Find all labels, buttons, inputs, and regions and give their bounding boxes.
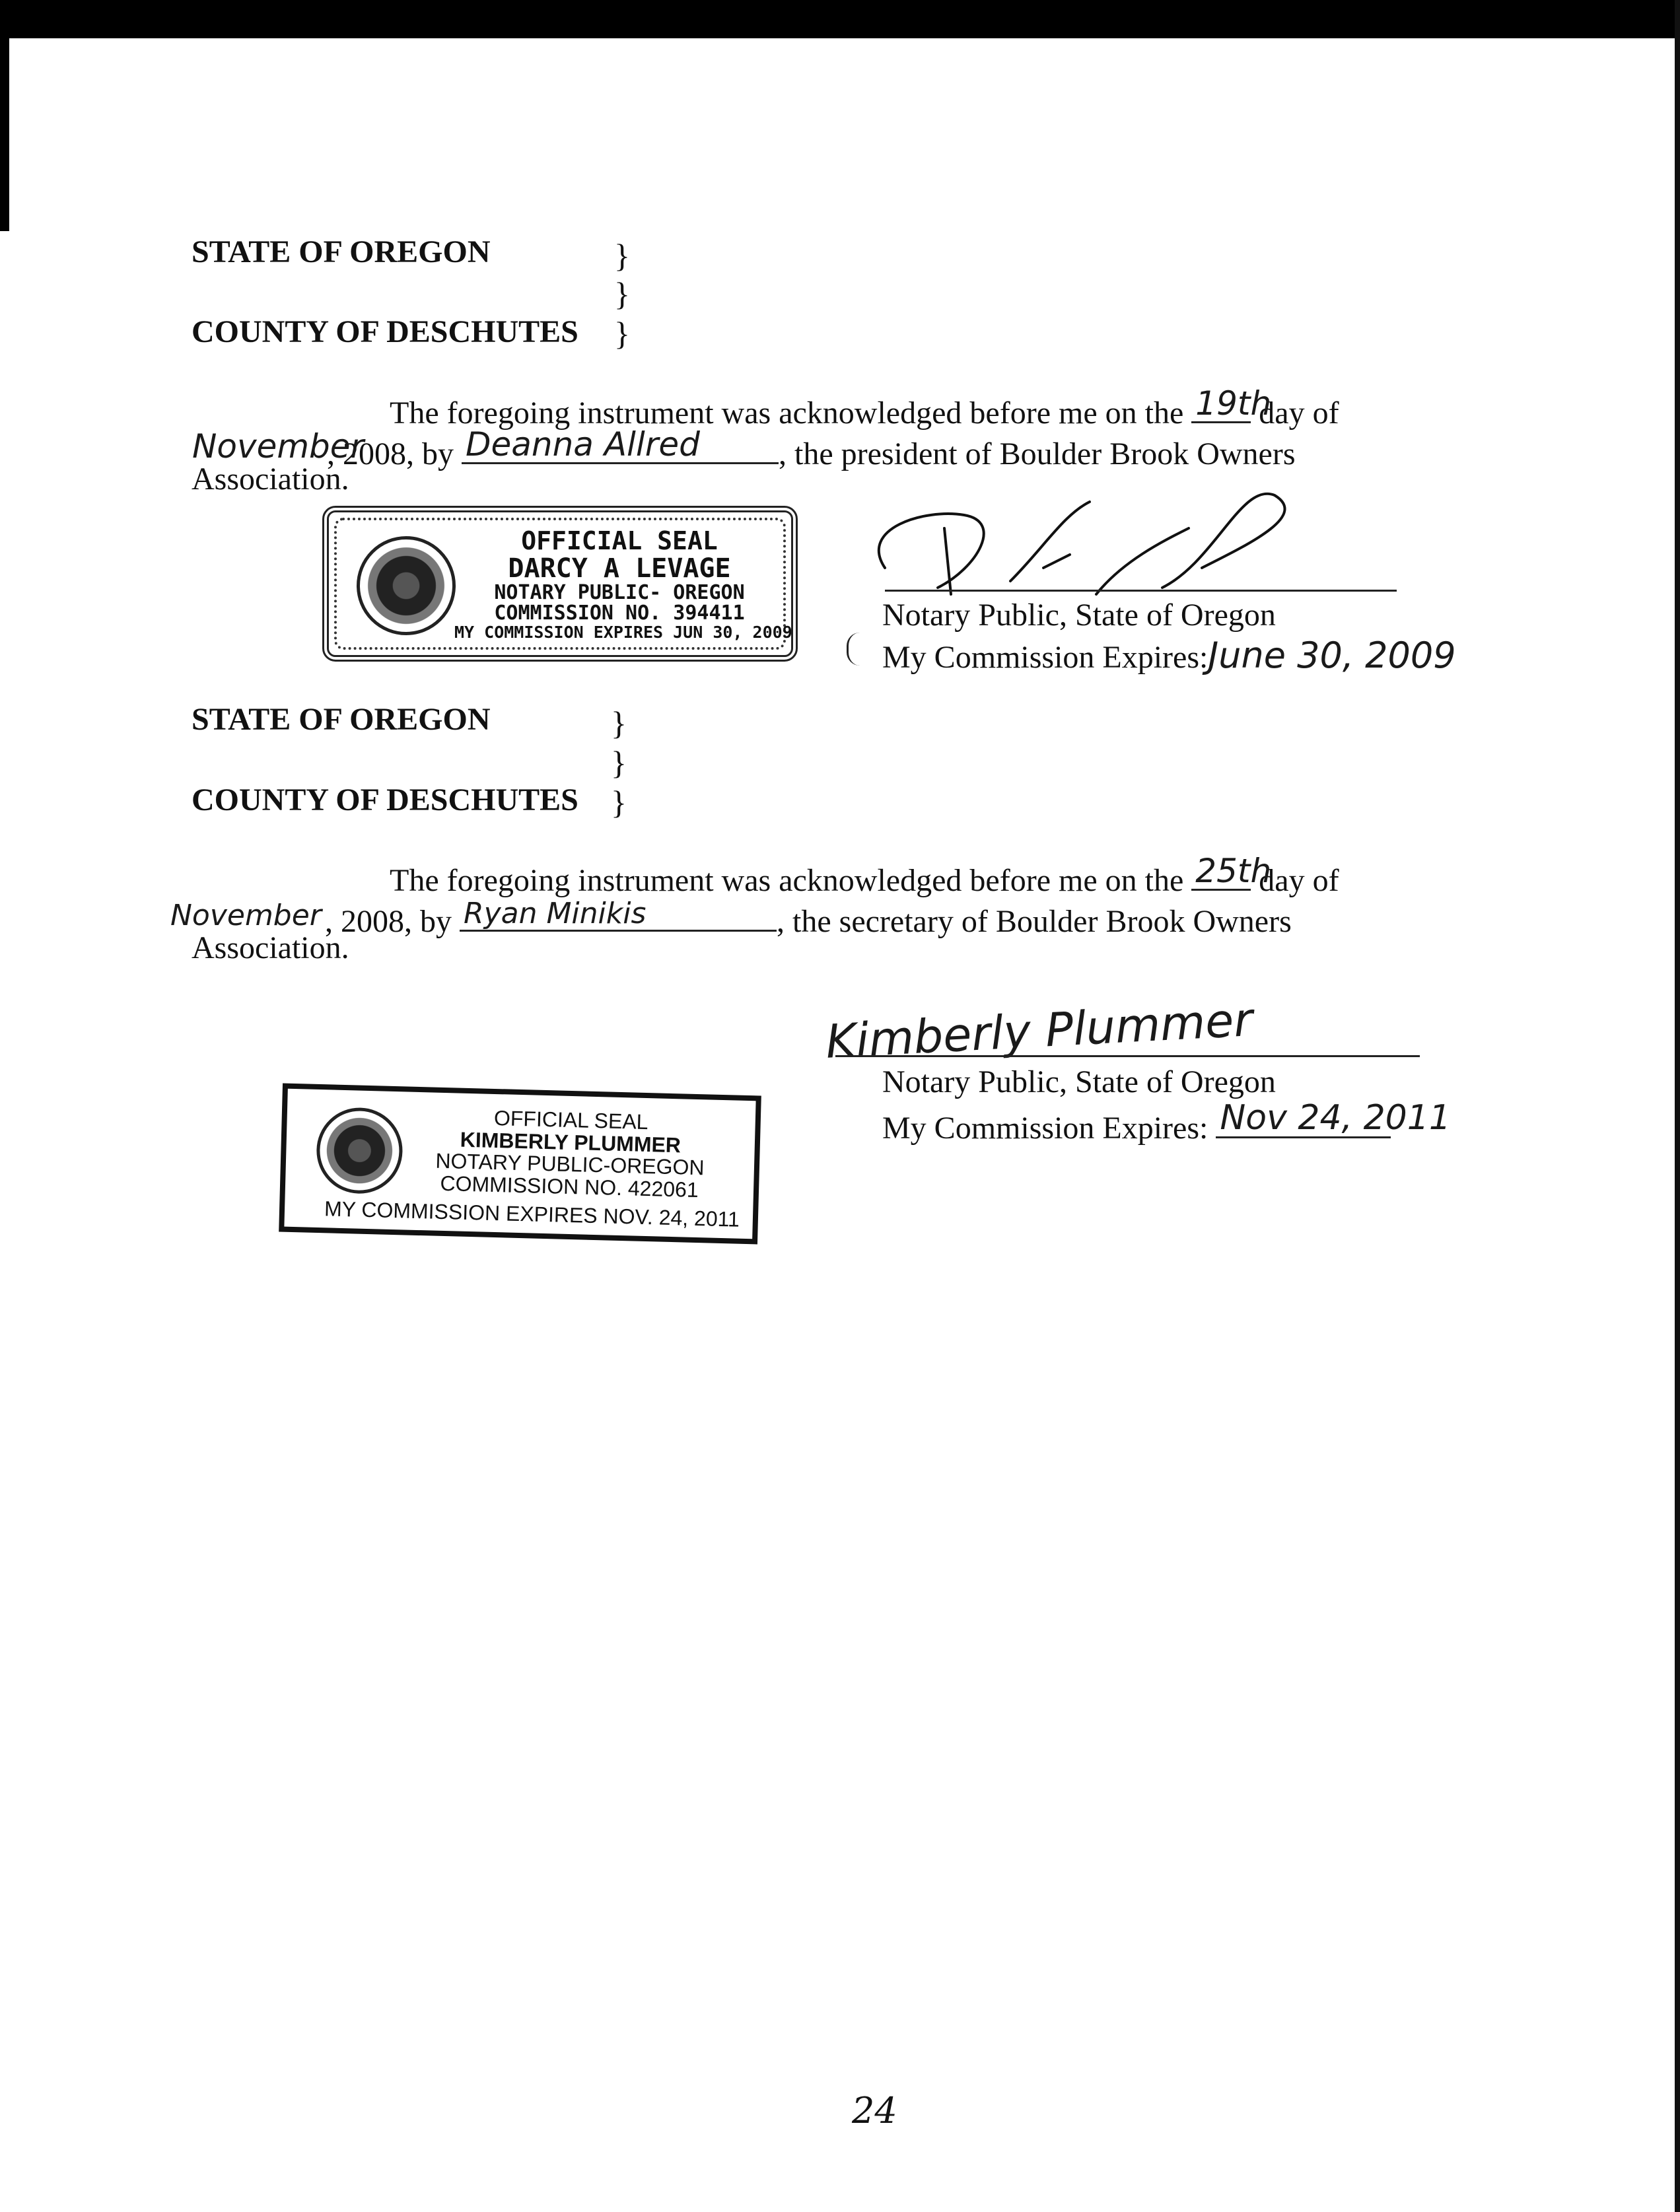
month-blank-1 bbox=[188, 427, 365, 466]
seal1-line1: OFFICIAL SEAL bbox=[521, 526, 718, 555]
acknowledgment-line-2 bbox=[188, 425, 1296, 471]
acknowledgment-line-3 bbox=[390, 852, 1339, 898]
seal-text-block-1 bbox=[454, 526, 792, 642]
year-by-text-2: , 2008, by bbox=[325, 904, 452, 939]
venue-brace-1b: } bbox=[614, 275, 630, 312]
signature-line-1 bbox=[885, 590, 1397, 592]
year-by-text-1: , 2008, by bbox=[327, 436, 454, 471]
page-number: 24 bbox=[852, 2090, 897, 2131]
commission-expires-2 bbox=[882, 1098, 1451, 1146]
notary-seal-plummer bbox=[279, 1084, 761, 1245]
oregon-state-seal-icon bbox=[357, 536, 456, 635]
role-text-1: , the president of Boulder Brook Owners bbox=[779, 436, 1296, 471]
day-of-text-1: day of bbox=[1259, 396, 1339, 431]
name-blank-2 bbox=[460, 898, 777, 932]
expires-blank-2 bbox=[1216, 1098, 1451, 1138]
seal2-line5: MY COMMISSION EXPIRES NOV. 24, 2011 bbox=[324, 1196, 740, 1231]
seal2-line4: COMMISSION NO. 422061 bbox=[440, 1171, 699, 1202]
name-blank-1 bbox=[462, 425, 779, 464]
day-handwritten-2: 25th bbox=[1195, 852, 1272, 890]
acknowledgment-line-1 bbox=[390, 384, 1339, 431]
expires-label-1: My Commission Expires: bbox=[882, 640, 1208, 675]
venue-brace-1c: } bbox=[614, 315, 630, 352]
name-handwritten-2: Ryan Minikis bbox=[464, 897, 647, 930]
seal1-line4: COMMISSION NO. 394411 bbox=[494, 602, 745, 625]
scan-left-border bbox=[0, 0, 9, 231]
signature-line-2 bbox=[835, 1055, 1420, 1057]
month-handwritten-2: November bbox=[170, 899, 322, 932]
name-handwritten-1: Deanna Allred bbox=[466, 425, 700, 464]
venue-county-2: COUNTY OF DESCHUTES bbox=[192, 782, 578, 817]
venue-brace-2c: } bbox=[611, 784, 627, 821]
venue-brace-2b: } bbox=[611, 744, 627, 781]
association-text-2: Association. bbox=[192, 930, 349, 965]
day-blank-2 bbox=[1191, 852, 1272, 891]
month-blank-2 bbox=[166, 900, 325, 932]
role-text-2: , the secretary of Boulder Brook Owners bbox=[777, 904, 1292, 939]
venue-state-1: STATE OF OREGON bbox=[192, 234, 491, 269]
oregon-state-seal-icon bbox=[316, 1107, 403, 1194]
venue-brace-2a: } bbox=[611, 705, 627, 742]
venue-county-1: COUNTY OF DESCHUTES bbox=[192, 314, 578, 349]
scan-right-border bbox=[1675, 0, 1680, 2212]
month-handwritten-1: November bbox=[192, 427, 365, 466]
association-text-1: Association. bbox=[192, 462, 349, 497]
notary-title-1: Notary Public, State of Oregon bbox=[882, 598, 1276, 633]
expires-label-2: My Commission Expires: bbox=[882, 1111, 1208, 1146]
expires-handwritten-1: June 30, 2009 bbox=[1208, 635, 1456, 676]
seal2-line1: OFFICIAL SEAL bbox=[493, 1105, 648, 1134]
notary-signature-2: Kimberly Plummer bbox=[824, 992, 1254, 1069]
scan-top-border bbox=[0, 0, 1680, 38]
seal2-line3: NOTARY PUBLIC-OREGON bbox=[435, 1148, 705, 1180]
commission-expires-1 bbox=[882, 635, 1456, 676]
notary-seal-levage bbox=[322, 506, 798, 662]
day-blank-1 bbox=[1191, 384, 1272, 423]
pen-mark-1 bbox=[847, 633, 860, 666]
seal1-line5: MY COMMISSION EXPIRES JUN 30, 2009 bbox=[454, 622, 792, 642]
day-of-text-2: day of bbox=[1259, 863, 1339, 898]
seal1-line2: DARCY A LEVAGE bbox=[508, 553, 731, 584]
expires-handwritten-2: Nov 24, 2011 bbox=[1220, 1098, 1451, 1138]
ack-text-2: The foregoing instrument was acknowledged before me on the bbox=[390, 863, 1184, 898]
venue-brace-1a: } bbox=[614, 237, 630, 274]
seal1-line3: NOTARY PUBLIC- OREGON bbox=[494, 580, 745, 604]
seal2-line2: KIMBERLY PLUMMER bbox=[460, 1127, 682, 1157]
ack-text-1: The foregoing instrument was acknowledged before me on the bbox=[390, 396, 1184, 431]
seal-text-block-2 bbox=[398, 1105, 743, 1202]
venue-state-2: STATE OF OREGON bbox=[192, 702, 491, 737]
day-handwritten-1: 19th bbox=[1195, 384, 1272, 423]
notary-title-2: Notary Public, State of Oregon bbox=[882, 1064, 1276, 1099]
